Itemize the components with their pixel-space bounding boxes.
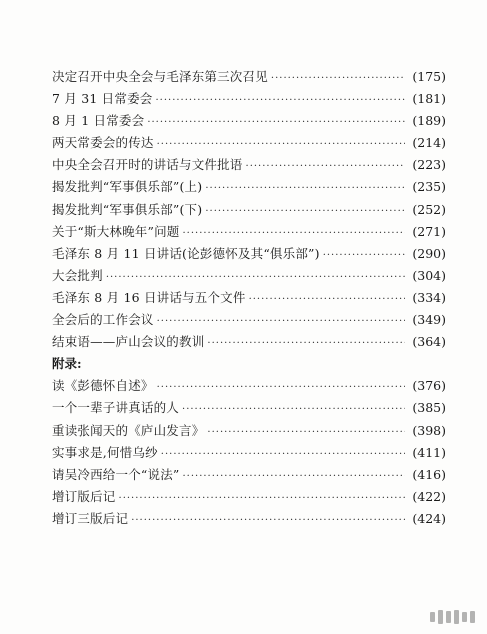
toc-entry-page: (349) (412, 312, 446, 328)
toc-entry-title: 中央全会召开时的讲话与文件批语 (52, 157, 243, 173)
toc-entry (52, 287, 446, 309)
table-of-contents (52, 66, 446, 530)
toc-entry-title: 毛泽东 8 月 11 日讲话(论彭德怀及其“俱乐部”) (52, 245, 320, 261)
toc-appendix-entry (52, 464, 446, 486)
toc-entry-title: 结束语——庐山会议的教训 (52, 334, 205, 350)
toc-appendix-entry (52, 397, 446, 419)
toc-entry-title: 重读张闻天的《庐山发言》 (52, 422, 205, 438)
toc-entry (52, 265, 446, 287)
toc-entry-page: (376) (412, 378, 446, 394)
toc-entry (52, 331, 446, 353)
watermark-mark (462, 612, 467, 622)
dot-leader (157, 311, 405, 333)
toc-entry-page: (304) (412, 267, 446, 283)
toc-appendix-entry (52, 375, 446, 397)
toc-entry (52, 154, 446, 176)
toc-entry-title: 揭发批判“军事俱乐部”(下) (52, 201, 203, 217)
toc-entry-page: (334) (412, 289, 446, 305)
dot-leader (323, 245, 405, 267)
toc-entry (52, 176, 446, 198)
toc-entry-page: (271) (412, 223, 446, 239)
watermark-mark (430, 612, 435, 622)
toc-entry-page: (223) (412, 157, 446, 173)
dot-leader (205, 201, 405, 223)
toc-entry-page: (235) (412, 179, 446, 195)
dot-leader (207, 422, 405, 444)
dot-leader (155, 90, 405, 112)
toc-entry-title: 读《彭德怀自述》 (52, 378, 154, 394)
toc-entry-page: (175) (412, 69, 446, 84)
dot-leader (131, 510, 405, 532)
dot-leader (106, 267, 405, 289)
dot-leader (182, 399, 405, 421)
toc-entry-title: 7 月 31 日常委会 (52, 91, 153, 107)
toc-entry-title: 决定召开中央全会与毛泽东第三次召见 (52, 69, 268, 84)
toc-entry-page: (181) (412, 91, 446, 107)
dot-leader (147, 112, 405, 134)
dot-leader (249, 289, 405, 311)
dot-leader (119, 488, 405, 510)
dot-leader (205, 178, 405, 200)
toc-entry (52, 199, 446, 221)
toc-entry (52, 221, 446, 243)
dot-leader (182, 466, 405, 488)
toc-entry-title: 一个一辈子讲真话的人 (52, 400, 180, 416)
toc-entry-page: (411) (412, 444, 446, 460)
toc-entry-title: 全会后的工作会议 (52, 312, 154, 328)
toc-entry (52, 243, 446, 265)
dot-leader (207, 333, 405, 355)
toc-entry-page: (398) (412, 422, 446, 438)
toc-appendix-entry (52, 486, 446, 508)
toc-entry-title: 增订版后记 (52, 488, 116, 504)
dot-leader (182, 223, 405, 245)
toc-entry-title: 大会批判 (52, 267, 103, 283)
toc-entry-page: (364) (412, 334, 446, 350)
toc-entry (52, 132, 446, 154)
toc-entry-page: (385) (412, 400, 446, 416)
watermark-mark (446, 611, 451, 623)
toc-entry-page: (214) (412, 135, 446, 151)
toc-entry (52, 88, 446, 110)
toc-entry-title: 实事求是,何惜乌纱 (52, 444, 158, 460)
toc-entry (52, 309, 446, 331)
toc-entry-page: (422) (412, 488, 446, 504)
toc-entry-title: 请吴冷西给一个“说法” (52, 466, 180, 482)
dot-leader (161, 444, 405, 466)
toc-entry-page: (252) (412, 201, 446, 217)
toc-entry-title: 揭发批判“军事俱乐部”(上) (52, 179, 203, 195)
dot-leader (271, 68, 405, 90)
watermark-mark (438, 610, 443, 624)
toc-entry-page: (424) (412, 510, 446, 526)
toc-entry-page: (189) (412, 113, 446, 129)
dot-leader (246, 156, 405, 178)
toc-appendix-entry (52, 420, 446, 442)
toc-entry-page: (290) (412, 245, 446, 261)
watermark-mark (470, 611, 475, 623)
appendix-heading: 附录: (52, 356, 82, 372)
toc-entry-title: 两天常委会的传达 (52, 135, 154, 151)
toc-entry-title: 增订三版后记 (52, 510, 129, 526)
dot-leader (157, 134, 405, 156)
toc-appendix-entry (52, 508, 446, 530)
toc-entry (52, 110, 446, 132)
toc-entry-title: 关于“斯大林晚年”问题 (52, 223, 180, 239)
watermark-logo (430, 610, 475, 624)
toc-appendix-entry (52, 442, 446, 464)
toc-entry (52, 66, 446, 88)
toc-entry-title: 毛泽东 8 月 16 日讲话与五个文件 (52, 289, 246, 305)
toc-entry-page: (416) (412, 466, 446, 482)
watermark-mark (454, 610, 459, 624)
dot-leader (157, 377, 405, 399)
toc-entry-title: 8 月 1 日常委会 (52, 113, 145, 129)
